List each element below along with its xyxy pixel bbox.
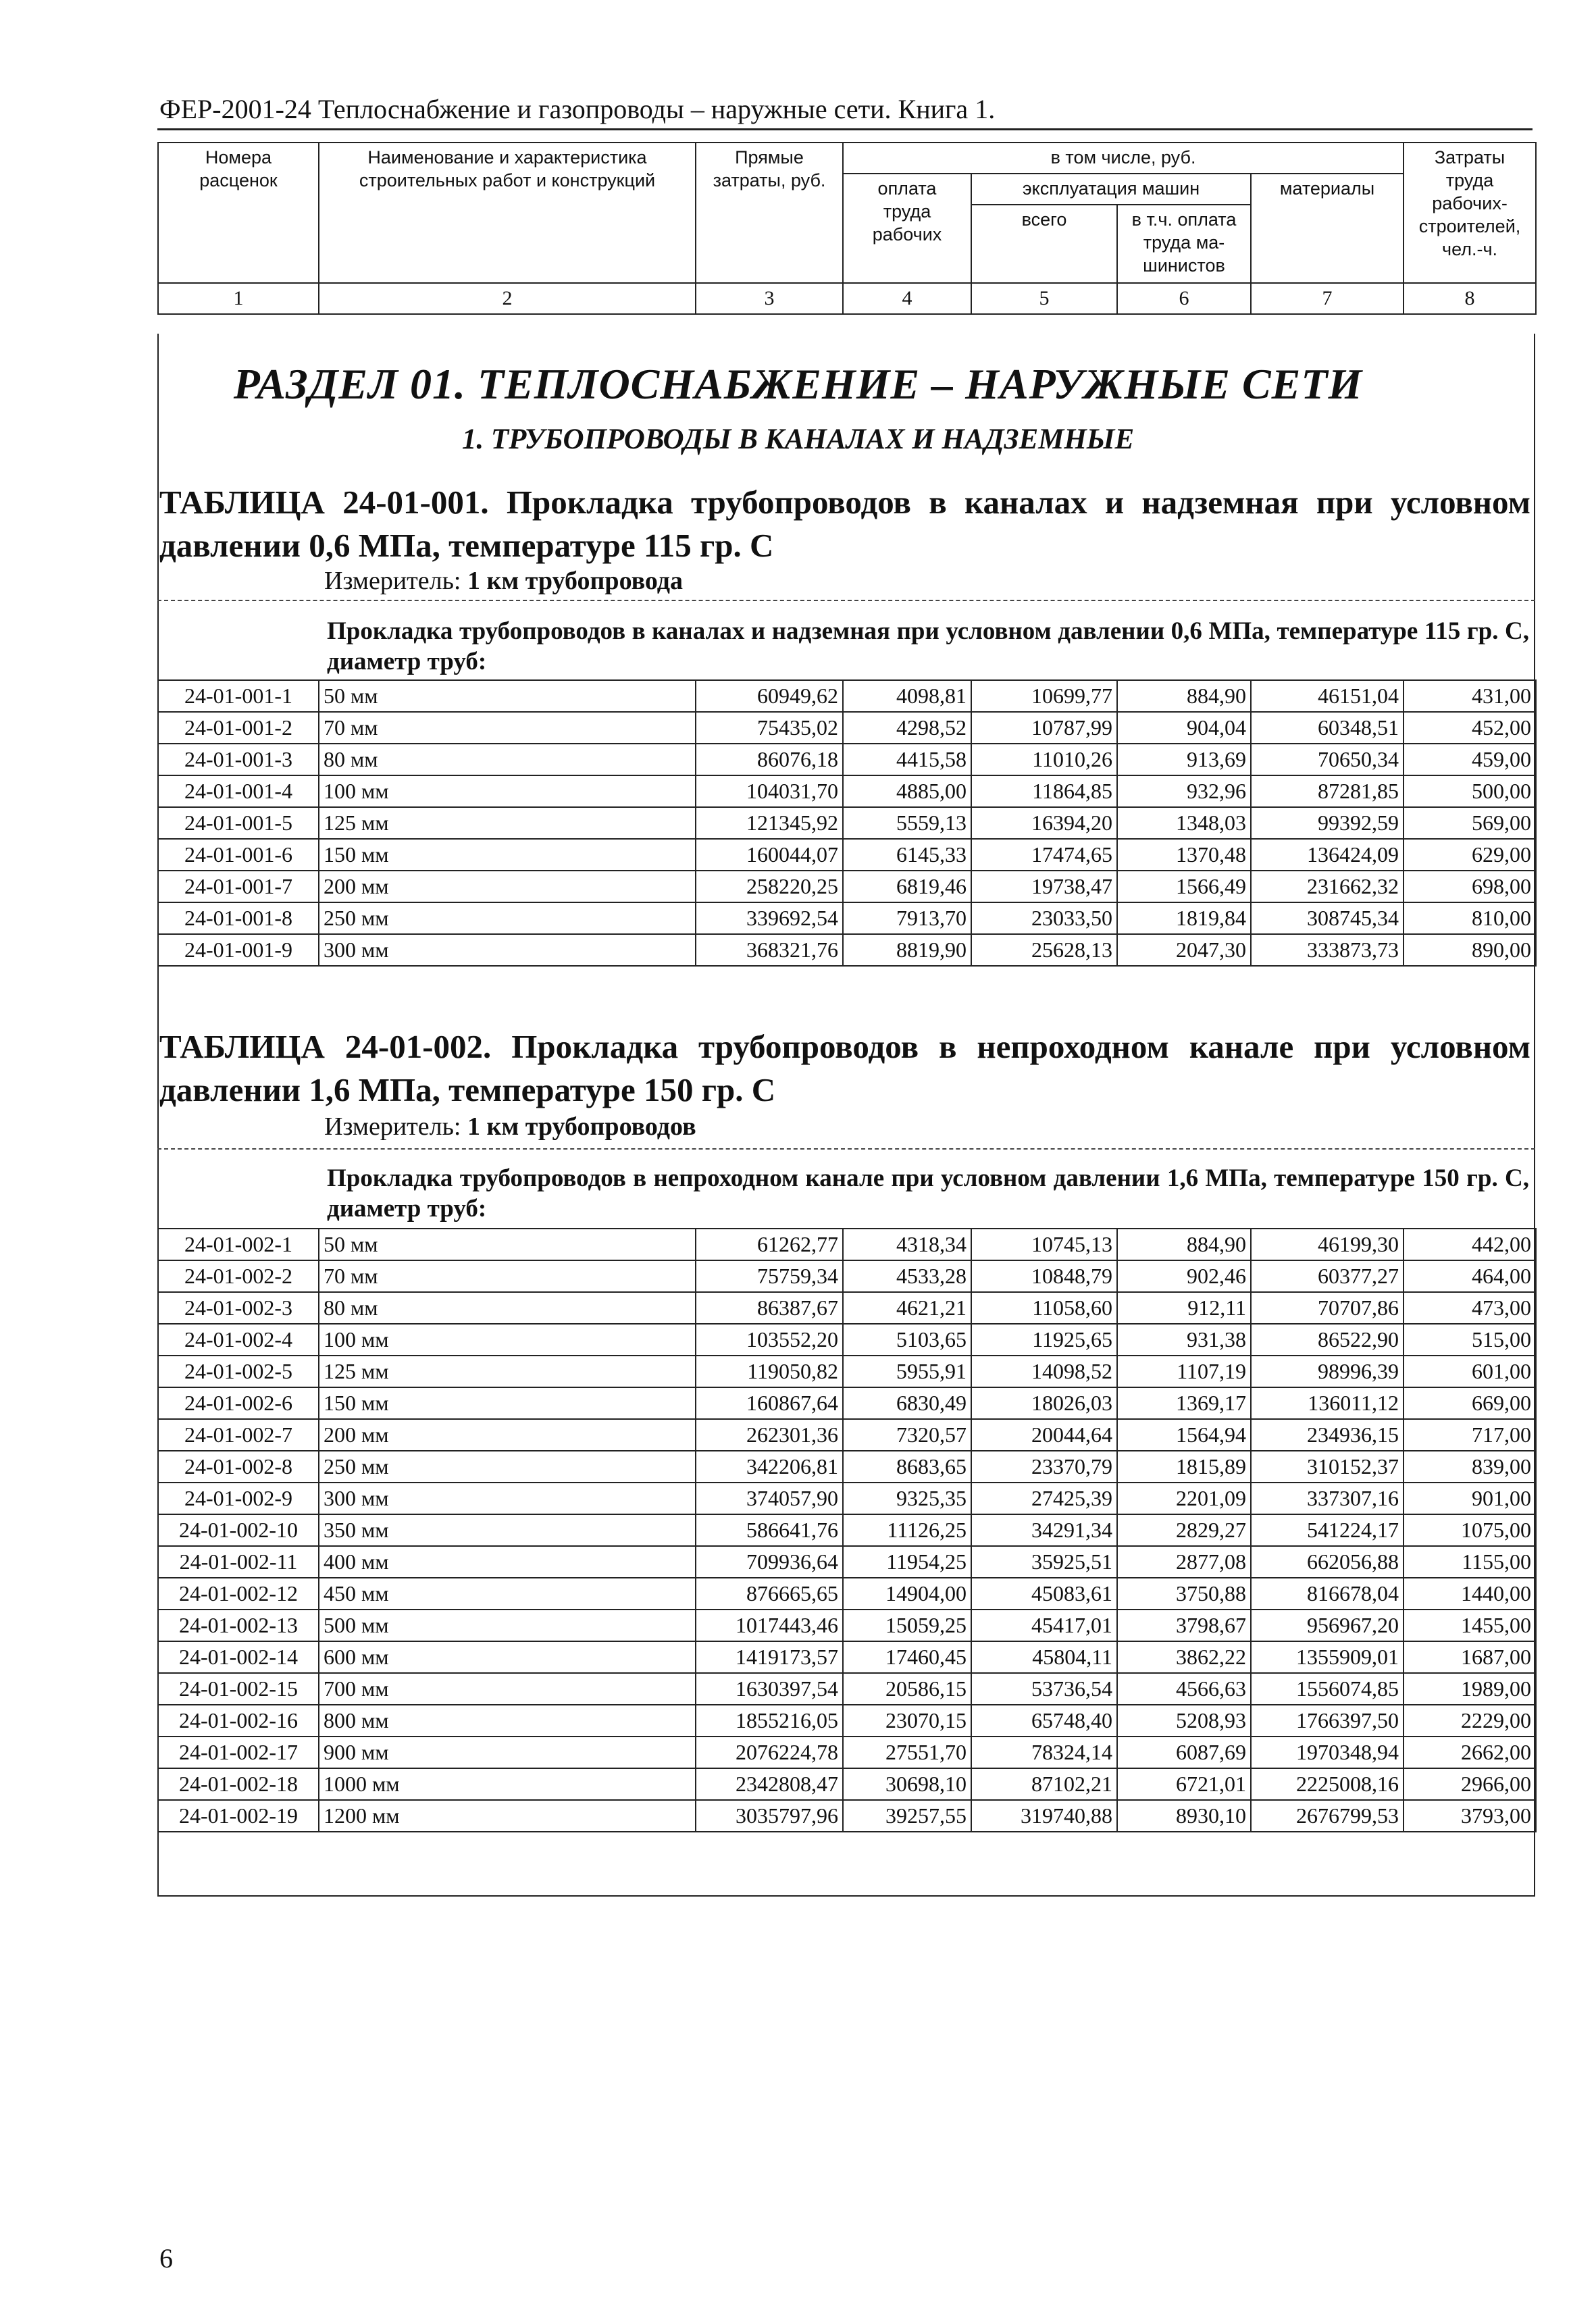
rate-code-cell: 24-01-002-6 <box>158 1387 319 1419</box>
running-head: ФЕР-2001-24 Теплоснабжение и газопроводы – наружные сети. Книга 1. <box>159 94 996 124</box>
table-row <box>158 902 1536 934</box>
operator-pay-cell: 8930,10 <box>1117 1800 1251 1832</box>
operator-pay-cell: 904,04 <box>1117 712 1251 744</box>
worker-pay-cell: 23070,15 <box>843 1705 971 1737</box>
operator-pay-cell: 931,38 <box>1117 1324 1251 1356</box>
header-operator-pay: в т.ч. оплата труда ма- шинистов <box>1117 205 1251 283</box>
materials-cell: 1556074,85 <box>1251 1673 1404 1705</box>
operator-pay-cell: 1566,49 <box>1117 871 1251 902</box>
operator-pay-cell: 2047,30 <box>1117 934 1251 966</box>
machines-total-cell: 17474,65 <box>971 839 1117 871</box>
pipe-diameter-cell: 900 мм <box>319 1737 696 1768</box>
table-row <box>158 1419 1536 1451</box>
machines-total-cell: 11925,65 <box>971 1324 1117 1356</box>
measure-label: Измеритель: <box>324 567 461 595</box>
operator-pay-cell: 3862,22 <box>1117 1641 1251 1673</box>
pipe-diameter-cell: 150 мм <box>319 839 696 871</box>
machines-total-cell: 65748,40 <box>971 1705 1117 1737</box>
rate-code-cell: 24-01-002-14 <box>158 1641 319 1673</box>
rate-code-cell: 24-01-002-16 <box>158 1705 319 1737</box>
machines-total-cell: 25628,13 <box>971 934 1117 966</box>
worker-pay-cell: 4415,58 <box>843 744 971 775</box>
direct-costs-cell: 160867,64 <box>696 1387 843 1419</box>
operator-pay-cell: 1107,19 <box>1117 1356 1251 1387</box>
operator-pay-cell: 5208,93 <box>1117 1705 1251 1737</box>
measure-value: 1 км трубопроводов <box>467 1112 696 1141</box>
labor-hours-cell: 890,00 <box>1404 934 1536 966</box>
operator-pay-cell: 3750,88 <box>1117 1578 1251 1610</box>
pipe-diameter-cell: 700 мм <box>319 1673 696 1705</box>
worker-pay-cell: 5559,13 <box>843 807 971 839</box>
direct-costs-cell: 1419173,57 <box>696 1641 843 1673</box>
header-materials: материалы <box>1251 174 1404 283</box>
labor-hours-cell: 473,00 <box>1404 1292 1536 1324</box>
pipe-diameter-cell: 800 мм <box>319 1705 696 1737</box>
labor-hours-cell: 442,00 <box>1404 1229 1536 1260</box>
worker-pay-cell: 4533,28 <box>843 1260 971 1292</box>
table-row <box>158 1578 1536 1610</box>
pipe-diameter-cell: 450 мм <box>319 1578 696 1610</box>
rate-code-cell: 24-01-002-8 <box>158 1451 319 1483</box>
operator-pay-cell: 884,90 <box>1117 680 1251 712</box>
pipe-diameter-cell: 100 мм <box>319 1324 696 1356</box>
worker-pay-cell: 4885,00 <box>843 775 971 807</box>
operator-pay-cell: 932,96 <box>1117 775 1251 807</box>
rate-code-cell: 24-01-002-7 <box>158 1419 319 1451</box>
direct-costs-cell: 876665,65 <box>696 1578 843 1610</box>
dashed-divider <box>157 600 1535 601</box>
direct-costs-cell: 61262,77 <box>696 1229 843 1260</box>
operator-pay-cell: 4566,63 <box>1117 1673 1251 1705</box>
materials-cell: 337307,16 <box>1251 1483 1404 1514</box>
worker-pay-cell: 17460,45 <box>843 1641 971 1673</box>
machines-total-cell: 10699,77 <box>971 680 1117 712</box>
pipe-diameter-cell: 600 мм <box>319 1641 696 1673</box>
header-direct-costs: Прямые затраты, руб. <box>696 143 843 283</box>
pipe-diameter-cell: 400 мм <box>319 1546 696 1578</box>
rate-code-cell: 24-01-002-11 <box>158 1546 319 1578</box>
pipe-diameter-cell: 300 мм <box>319 934 696 966</box>
machines-total-cell: 10848,79 <box>971 1260 1117 1292</box>
table-row <box>158 1705 1536 1737</box>
machines-total-cell: 16394,20 <box>971 807 1117 839</box>
worker-pay-cell: 6145,33 <box>843 839 971 871</box>
operator-pay-cell: 1369,17 <box>1117 1387 1251 1419</box>
operator-pay-cell: 1815,89 <box>1117 1451 1251 1483</box>
machines-total-cell: 53736,54 <box>971 1673 1117 1705</box>
worker-pay-cell: 7913,70 <box>843 902 971 934</box>
worker-pay-cell: 11126,25 <box>843 1514 971 1546</box>
materials-cell: 234936,15 <box>1251 1419 1404 1451</box>
labor-hours-cell: 569,00 <box>1404 807 1536 839</box>
direct-costs-cell: 262301,36 <box>696 1419 843 1451</box>
table-row <box>158 775 1536 807</box>
machines-total-cell: 45417,01 <box>971 1610 1117 1641</box>
worker-pay-cell: 5103,65 <box>843 1324 971 1356</box>
direct-costs-cell: 121345,92 <box>696 807 843 839</box>
direct-costs-cell: 119050,82 <box>696 1356 843 1387</box>
worker-pay-cell: 27551,70 <box>843 1737 971 1768</box>
table-row <box>158 1673 1536 1705</box>
labor-hours-cell: 629,00 <box>1404 839 1536 871</box>
operator-pay-cell: 6087,69 <box>1117 1737 1251 1768</box>
labor-hours-cell: 459,00 <box>1404 744 1536 775</box>
materials-cell: 2225008,16 <box>1251 1768 1404 1800</box>
materials-cell: 333873,73 <box>1251 934 1404 966</box>
rate-code-cell: 24-01-001-4 <box>158 775 319 807</box>
worker-pay-cell: 15059,25 <box>843 1610 971 1641</box>
table-row <box>158 712 1536 744</box>
operator-pay-cell: 1370,48 <box>1117 839 1251 871</box>
machines-total-cell: 14098,52 <box>971 1356 1117 1387</box>
measure-label: Измеритель: <box>324 1112 461 1141</box>
machines-total-cell: 23370,79 <box>971 1451 1117 1483</box>
rate-code-cell: 24-01-002-10 <box>158 1514 319 1546</box>
rate-code-cell: 24-01-002-9 <box>158 1483 319 1514</box>
direct-costs-cell: 374057,90 <box>696 1483 843 1514</box>
worker-pay-cell: 8819,90 <box>843 934 971 966</box>
rate-code-cell: 24-01-002-2 <box>158 1260 319 1292</box>
materials-cell: 87281,85 <box>1251 775 1404 807</box>
labor-hours-cell: 669,00 <box>1404 1387 1536 1419</box>
operator-pay-cell: 2877,08 <box>1117 1546 1251 1578</box>
measure-unit <box>324 566 683 596</box>
table-row <box>158 1737 1536 1768</box>
operator-pay-cell: 1819,84 <box>1117 902 1251 934</box>
machines-total-cell: 27425,39 <box>971 1483 1117 1514</box>
group-title: Прокладка трубопроводов в непроходном канале при условном давлении 1,6 МПа, температуре 150 гр. С, диаметр труб: <box>327 1164 1529 1223</box>
direct-costs-cell: 368321,76 <box>696 934 843 966</box>
table-row <box>158 934 1536 966</box>
materials-cell: 956967,20 <box>1251 1610 1404 1641</box>
table-row <box>158 1260 1536 1292</box>
worker-pay-cell: 6819,46 <box>843 871 971 902</box>
materials-cell: 1970348,94 <box>1251 1737 1404 1768</box>
rate-code-cell: 24-01-001-6 <box>158 839 319 871</box>
operator-pay-cell: 6721,01 <box>1117 1768 1251 1800</box>
labor-hours-cell: 1440,00 <box>1404 1578 1536 1610</box>
materials-cell: 60348,51 <box>1251 712 1404 744</box>
header-rule <box>157 128 1533 130</box>
rate-code-cell: 24-01-002-3 <box>158 1292 319 1324</box>
labor-hours-cell: 500,00 <box>1404 775 1536 807</box>
table-row <box>158 1451 1536 1483</box>
table-row <box>158 1610 1536 1641</box>
pipe-diameter-cell: 100 мм <box>319 775 696 807</box>
pipe-diameter-cell: 250 мм <box>319 1451 696 1483</box>
pipe-diameter-cell: 80 мм <box>319 744 696 775</box>
table-row <box>158 1546 1536 1578</box>
rate-code-cell: 24-01-002-15 <box>158 1673 319 1705</box>
pipe-diameter-cell: 1200 мм <box>319 1800 696 1832</box>
section-title: РАЗДЕЛ 01. ТЕПЛОСНАБЖЕНИЕ – НАРУЖНЫЕ СЕТИ <box>233 360 1363 408</box>
worker-pay-cell: 11954,25 <box>843 1546 971 1578</box>
materials-cell: 541224,17 <box>1251 1514 1404 1546</box>
table-row <box>158 680 1536 712</box>
direct-costs-cell: 60949,62 <box>696 680 843 712</box>
materials-cell: 2676799,53 <box>1251 1800 1404 1832</box>
header-worker-pay: оплата труда рабочих <box>843 174 971 283</box>
table-caption-24-01-001: ТАБЛИЦА 24-01-001. Прокладка трубопроводов в каналах и надземная при условном давлении 0,6 МПа, температуре 115 гр. С <box>159 484 1530 564</box>
materials-cell: 46199,30 <box>1251 1229 1404 1260</box>
machines-total-cell: 11058,60 <box>971 1292 1117 1324</box>
table-row <box>158 1387 1536 1419</box>
table-row <box>158 807 1536 839</box>
rate-code-cell: 24-01-002-13 <box>158 1610 319 1641</box>
materials-cell: 70650,34 <box>1251 744 1404 775</box>
rate-code-cell: 24-01-001-1 <box>158 680 319 712</box>
materials-cell: 60377,27 <box>1251 1260 1404 1292</box>
worker-pay-cell: 39257,55 <box>843 1800 971 1832</box>
rate-code-cell: 24-01-002-19 <box>158 1800 319 1832</box>
column-number: 6 <box>1117 283 1251 314</box>
materials-cell: 816678,04 <box>1251 1578 1404 1610</box>
operator-pay-cell: 2201,09 <box>1117 1483 1251 1514</box>
labor-hours-cell: 1075,00 <box>1404 1514 1536 1546</box>
pipe-diameter-cell: 70 мм <box>319 1260 696 1292</box>
worker-pay-cell: 6830,49 <box>843 1387 971 1419</box>
header-machine-operation: эксплуатация машин <box>971 174 1251 205</box>
direct-costs-cell: 2342808,47 <box>696 1768 843 1800</box>
pipe-diameter-cell: 50 мм <box>319 1229 696 1260</box>
direct-costs-cell: 1017443,46 <box>696 1610 843 1641</box>
group-title: Прокладка трубопроводов в каналах и надземная при условном давлении 0,6 МПа, температуре 115 гр. С, диаметр труб: <box>327 617 1529 675</box>
worker-pay-cell: 20586,15 <box>843 1673 971 1705</box>
direct-costs-cell: 1855216,05 <box>696 1705 843 1737</box>
direct-costs-cell: 342206,81 <box>696 1451 843 1483</box>
pipe-diameter-cell: 125 мм <box>319 807 696 839</box>
direct-costs-cell: 709936,64 <box>696 1546 843 1578</box>
worker-pay-cell: 14904,00 <box>843 1578 971 1610</box>
worker-pay-cell: 7320,57 <box>843 1419 971 1451</box>
measure-unit <box>324 1112 696 1141</box>
pipe-diameter-cell: 70 мм <box>319 712 696 744</box>
labor-hours-cell: 717,00 <box>1404 1419 1536 1451</box>
pipe-diameter-cell: 300 мм <box>319 1483 696 1514</box>
direct-costs-cell: 2076224,78 <box>696 1737 843 1768</box>
direct-costs-cell: 586641,76 <box>696 1514 843 1546</box>
machines-total-cell: 45083,61 <box>971 1578 1117 1610</box>
machines-total-cell: 18026,03 <box>971 1387 1117 1419</box>
column-number: 8 <box>1404 283 1536 314</box>
table-caption-24-01-002: ТАБЛИЦА 24-01-002. Прокладка трубопроводов в непроходном канале при условном давлении 1,6 МПа, температуре 150 гр. С <box>159 1028 1530 1108</box>
labor-hours-cell: 901,00 <box>1404 1483 1536 1514</box>
materials-cell: 310152,37 <box>1251 1451 1404 1483</box>
table-row <box>158 1800 1536 1832</box>
machines-total-cell: 87102,21 <box>971 1768 1117 1800</box>
header-including-group: в том числе, руб. <box>843 143 1404 174</box>
machines-total-cell: 10745,13 <box>971 1229 1117 1260</box>
table-row <box>158 1324 1536 1356</box>
rate-code-cell: 24-01-001-9 <box>158 934 319 966</box>
machines-total-cell: 11864,85 <box>971 775 1117 807</box>
labor-hours-cell: 2229,00 <box>1404 1705 1536 1737</box>
worker-pay-cell: 4621,21 <box>843 1292 971 1324</box>
rate-code-cell: 24-01-002-12 <box>158 1578 319 1610</box>
direct-costs-cell: 3035797,96 <box>696 1800 843 1832</box>
rate-code-cell: 24-01-001-7 <box>158 871 319 902</box>
rate-code-cell: 24-01-002-5 <box>158 1356 319 1387</box>
labor-hours-cell: 698,00 <box>1404 871 1536 902</box>
labor-hours-cell: 1989,00 <box>1404 1673 1536 1705</box>
direct-costs-cell: 1630397,54 <box>696 1673 843 1705</box>
direct-costs-cell: 160044,07 <box>696 839 843 871</box>
operator-pay-cell: 884,90 <box>1117 1229 1251 1260</box>
rate-code-cell: 24-01-001-5 <box>158 807 319 839</box>
rates-table-24-01-002 <box>157 1228 1537 1832</box>
labor-hours-cell: 2966,00 <box>1404 1768 1536 1800</box>
rate-code-cell: 24-01-002-4 <box>158 1324 319 1356</box>
subsection-title: 1. ТРУБОПРОВОДЫ В КАНАЛАХ И НАДЗЕМНЫЕ <box>461 423 1135 455</box>
table-row <box>158 1641 1536 1673</box>
header-work-name: Наименование и характеристика строительных работ и конструкций <box>319 143 696 283</box>
materials-cell: 1766397,50 <box>1251 1705 1404 1737</box>
table-row <box>158 744 1536 775</box>
table-row <box>158 1483 1536 1514</box>
direct-costs-cell: 75435,02 <box>696 712 843 744</box>
rate-code-cell: 24-01-001-2 <box>158 712 319 744</box>
materials-cell: 1355909,01 <box>1251 1641 1404 1673</box>
machines-total-cell: 35925,51 <box>971 1546 1117 1578</box>
labor-hours-cell: 839,00 <box>1404 1451 1536 1483</box>
materials-cell: 98996,39 <box>1251 1356 1404 1387</box>
rate-code-cell: 24-01-001-8 <box>158 902 319 934</box>
machines-total-cell: 20044,64 <box>971 1419 1117 1451</box>
dashed-divider <box>157 1148 1535 1150</box>
operator-pay-cell: 3798,67 <box>1117 1610 1251 1641</box>
machines-total-cell: 34291,34 <box>971 1514 1117 1546</box>
pipe-diameter-cell: 1000 мм <box>319 1768 696 1800</box>
direct-costs-cell: 103552,20 <box>696 1324 843 1356</box>
rate-code-cell: 24-01-002-17 <box>158 1737 319 1768</box>
labor-hours-cell: 601,00 <box>1404 1356 1536 1387</box>
column-number: 3 <box>696 283 843 314</box>
machines-total-cell: 10787,99 <box>971 712 1117 744</box>
materials-cell: 136011,12 <box>1251 1387 1404 1419</box>
pipe-diameter-cell: 350 мм <box>319 1514 696 1546</box>
direct-costs-cell: 86387,67 <box>696 1292 843 1324</box>
direct-costs-cell: 86076,18 <box>696 744 843 775</box>
operator-pay-cell: 912,11 <box>1117 1292 1251 1324</box>
page-number: 6 <box>159 2243 173 2273</box>
table-row <box>158 1356 1536 1387</box>
pipe-diameter-cell: 80 мм <box>319 1292 696 1324</box>
materials-cell: 308745,34 <box>1251 902 1404 934</box>
table-row <box>158 871 1536 902</box>
header-rate-number: Номера расценок <box>158 143 319 283</box>
operator-pay-cell: 2829,27 <box>1117 1514 1251 1546</box>
table-row <box>158 1292 1536 1324</box>
labor-hours-cell: 810,00 <box>1404 902 1536 934</box>
worker-pay-cell: 5955,91 <box>843 1356 971 1387</box>
materials-cell: 86522,90 <box>1251 1324 1404 1356</box>
materials-cell: 70707,86 <box>1251 1292 1404 1324</box>
labor-hours-cell: 1455,00 <box>1404 1610 1536 1641</box>
column-header-table <box>157 142 1537 315</box>
rates-table-24-01-001 <box>157 679 1537 967</box>
direct-costs-cell: 104031,70 <box>696 775 843 807</box>
materials-cell: 231662,32 <box>1251 871 1404 902</box>
rate-code-cell: 24-01-002-1 <box>158 1229 319 1260</box>
worker-pay-cell: 4098,81 <box>843 680 971 712</box>
worker-pay-cell: 8683,65 <box>843 1451 971 1483</box>
rate-code-cell: 24-01-001-3 <box>158 744 319 775</box>
column-number: 4 <box>843 283 971 314</box>
machines-total-cell: 11010,26 <box>971 744 1117 775</box>
labor-hours-cell: 1687,00 <box>1404 1641 1536 1673</box>
column-number: 5 <box>971 283 1117 314</box>
materials-cell: 46151,04 <box>1251 680 1404 712</box>
table-row <box>158 1514 1536 1546</box>
measure-value: 1 км трубопровода <box>467 567 684 595</box>
column-number: 2 <box>319 283 696 314</box>
direct-costs-cell: 258220,25 <box>696 871 843 902</box>
materials-cell: 99392,59 <box>1251 807 1404 839</box>
direct-costs-cell: 339692,54 <box>696 902 843 934</box>
labor-hours-cell: 1155,00 <box>1404 1546 1536 1578</box>
labor-hours-cell: 3793,00 <box>1404 1800 1536 1832</box>
column-number: 1 <box>158 283 319 314</box>
pipe-diameter-cell: 50 мм <box>319 680 696 712</box>
labor-hours-cell: 431,00 <box>1404 680 1536 712</box>
column-number: 7 <box>1251 283 1404 314</box>
pipe-diameter-cell: 125 мм <box>319 1356 696 1387</box>
pipe-diameter-cell: 200 мм <box>319 871 696 902</box>
header-labor-hours: Затраты труда рабочих- строителей, чел.-ч. <box>1404 143 1536 283</box>
table-row <box>158 1229 1536 1260</box>
pipe-diameter-cell: 250 мм <box>319 902 696 934</box>
pipe-diameter-cell: 150 мм <box>319 1387 696 1419</box>
table-row <box>158 839 1536 871</box>
labor-hours-cell: 515,00 <box>1404 1324 1536 1356</box>
machines-total-cell: 319740,88 <box>971 1800 1117 1832</box>
labor-hours-cell: 464,00 <box>1404 1260 1536 1292</box>
worker-pay-cell: 4318,34 <box>843 1229 971 1260</box>
pipe-diameter-cell: 200 мм <box>319 1419 696 1451</box>
pipe-diameter-cell: 500 мм <box>319 1610 696 1641</box>
direct-costs-cell: 75759,34 <box>696 1260 843 1292</box>
machines-total-cell: 19738,47 <box>971 871 1117 902</box>
machines-total-cell: 45804,11 <box>971 1641 1117 1673</box>
machines-total-cell: 78324,14 <box>971 1737 1117 1768</box>
labor-hours-cell: 2662,00 <box>1404 1737 1536 1768</box>
rate-code-cell: 24-01-002-18 <box>158 1768 319 1800</box>
operator-pay-cell: 1564,94 <box>1117 1419 1251 1451</box>
operator-pay-cell: 902,46 <box>1117 1260 1251 1292</box>
materials-cell: 136424,09 <box>1251 839 1404 871</box>
materials-cell: 662056,88 <box>1251 1546 1404 1578</box>
operator-pay-cell: 1348,03 <box>1117 807 1251 839</box>
worker-pay-cell: 4298,52 <box>843 712 971 744</box>
worker-pay-cell: 30698,10 <box>843 1768 971 1800</box>
labor-hours-cell: 452,00 <box>1404 712 1536 744</box>
worker-pay-cell: 9325,35 <box>843 1483 971 1514</box>
header-machines-total: всего <box>971 205 1117 283</box>
machines-total-cell: 23033,50 <box>971 902 1117 934</box>
table-row <box>158 1768 1536 1800</box>
operator-pay-cell: 913,69 <box>1117 744 1251 775</box>
